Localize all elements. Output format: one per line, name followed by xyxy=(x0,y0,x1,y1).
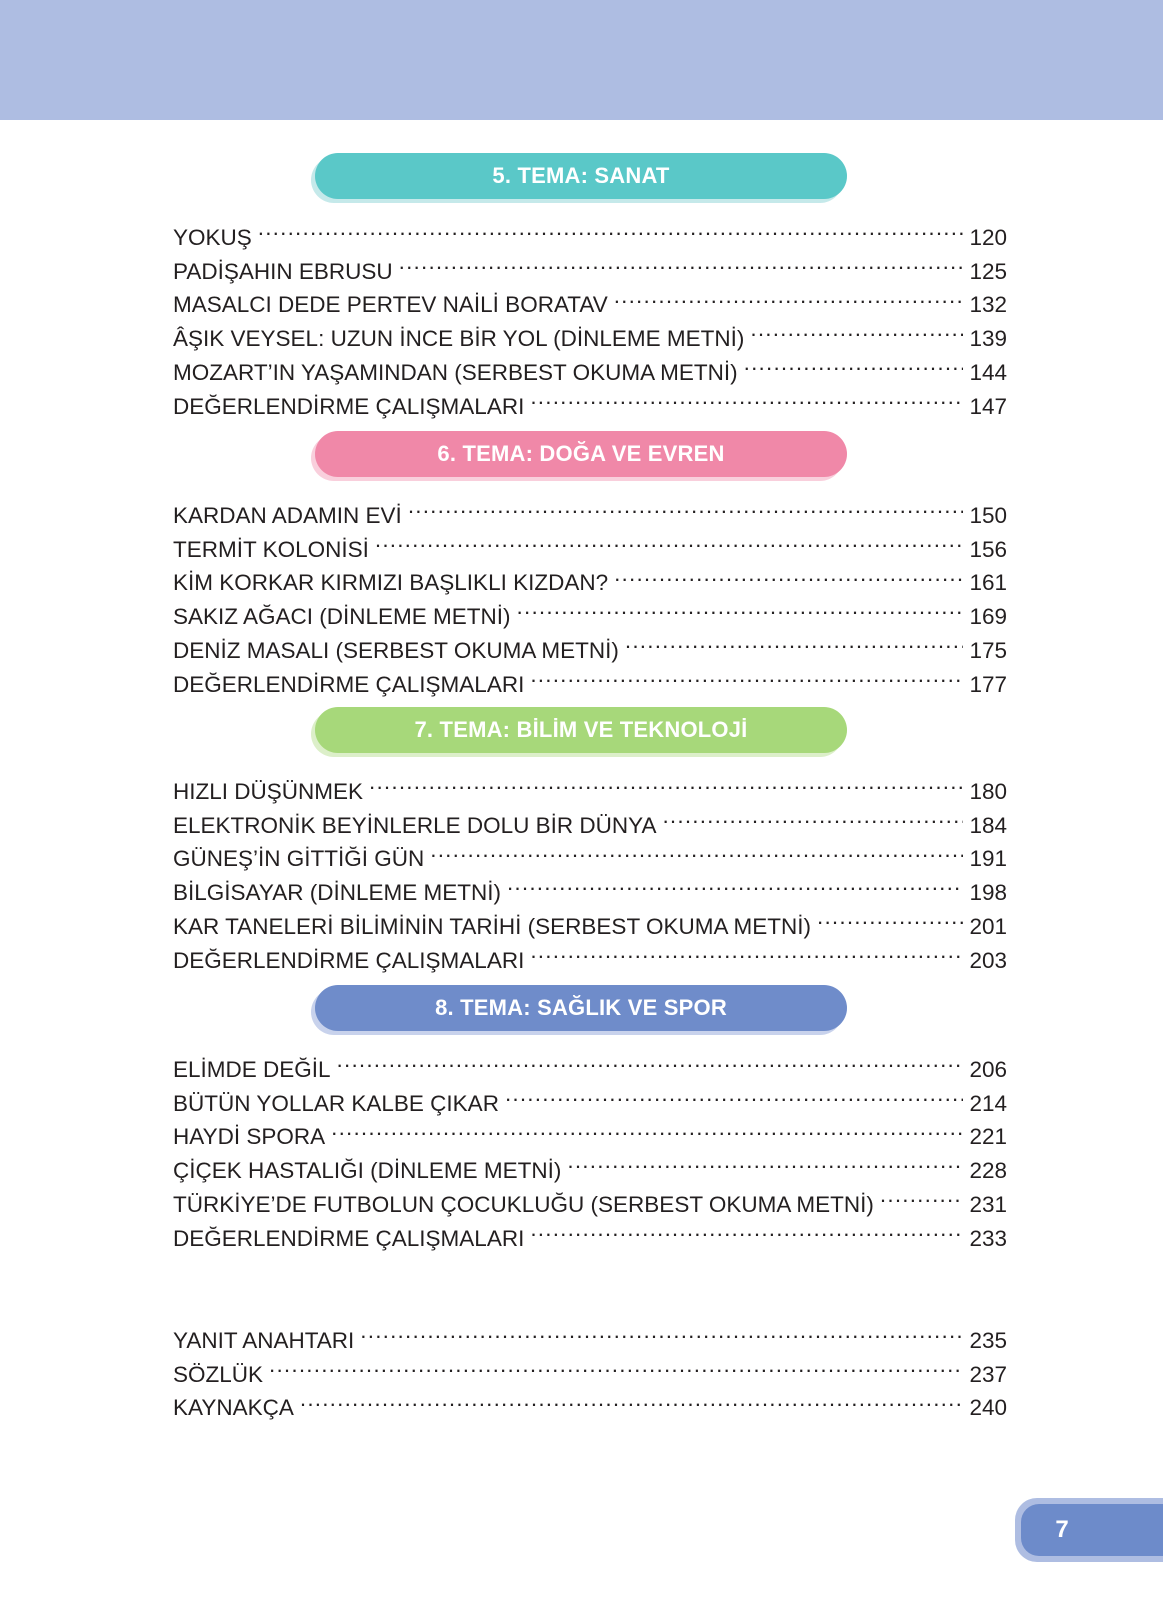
entry-page-number: 198 xyxy=(969,880,1007,906)
theme-section xyxy=(173,707,1007,973)
entry-title: ÂŞIK VEYSEL: UZUN İNCE BİR YOL (DİNLEME METNİ) xyxy=(173,326,745,352)
dot-leader xyxy=(337,1043,964,1077)
entry-page-number: 233 xyxy=(969,1225,1007,1251)
dot-leader xyxy=(258,211,964,245)
entry-title: YANIT ANAHTARI xyxy=(173,1327,355,1353)
entry-title: KAYNAKÇA xyxy=(173,1395,294,1421)
theme-title: 5. TEMA: SANAT xyxy=(315,153,847,199)
entry-page-number: 150 xyxy=(969,502,1007,528)
page-number-tab xyxy=(1015,1498,1163,1562)
entry-title: SAKIZ AĞACI (DİNLEME METNİ) xyxy=(173,604,511,630)
entry-page-number: 201 xyxy=(969,913,1007,939)
entry-title: HAYDİ SPORA xyxy=(173,1124,326,1150)
dot-leader xyxy=(625,624,964,658)
dot-leader xyxy=(817,900,963,934)
entry-page-number: 180 xyxy=(969,778,1007,804)
dot-leader xyxy=(408,489,964,523)
dot-leader xyxy=(300,1382,964,1416)
entry-page-number: 125 xyxy=(969,258,1007,284)
entry-page-number: 144 xyxy=(969,359,1007,385)
entry-title: ELEKTRONİK BEYİNLERLE DOLU BİR DÜNYA xyxy=(173,812,657,838)
toc-entry[interactable] xyxy=(173,211,1007,250)
toc-entry[interactable] xyxy=(173,1348,1007,1387)
dot-leader xyxy=(430,833,963,867)
dot-leader xyxy=(614,279,964,313)
entry-title: MOZART’IN YAŞAMINDAN (SERBEST OKUMA METNİ) xyxy=(173,359,738,385)
entry-page-number: 191 xyxy=(969,846,1007,872)
appendix-section xyxy=(173,1314,1007,1421)
dot-leader xyxy=(750,312,963,346)
entry-title: DENİZ MASALI (SERBEST OKUMA METNİ) xyxy=(173,637,619,663)
entry-page-number: 206 xyxy=(969,1056,1007,1082)
dot-leader xyxy=(507,866,963,900)
theme-section xyxy=(173,985,1007,1251)
entry-page-number: 228 xyxy=(969,1158,1007,1184)
dot-leader xyxy=(880,1178,964,1212)
header-band xyxy=(0,0,1163,120)
entry-title: BÜTÜN YOLLAR KALBE ÇIKAR xyxy=(173,1090,499,1116)
entry-page-number: 235 xyxy=(969,1327,1007,1353)
dot-leader xyxy=(530,658,963,692)
toc-entry[interactable] xyxy=(173,245,1007,284)
entry-title: TERMİT KOLONİSİ xyxy=(173,536,369,562)
dot-leader xyxy=(517,590,964,624)
entry-title: DEĞERLENDİRME ÇALIŞMALARI xyxy=(173,1225,525,1251)
dot-leader xyxy=(331,1111,963,1145)
toc-entry[interactable] xyxy=(173,1043,1007,1082)
dot-leader xyxy=(567,1144,963,1178)
entry-title: KİM KORKAR KIRMIZI BAŞLIKLI KIZDAN? xyxy=(173,570,609,596)
entry-page-number: 139 xyxy=(969,326,1007,352)
dot-leader xyxy=(530,380,963,414)
entry-page-number: 120 xyxy=(969,224,1007,250)
dot-leader xyxy=(505,1077,964,1111)
dot-leader xyxy=(530,934,963,968)
entry-page-number: 147 xyxy=(969,393,1007,419)
theme-entry-list xyxy=(173,765,1007,973)
theme-title: 8. TEMA: SAĞLIK VE SPOR xyxy=(315,985,847,1031)
entry-title: DEĞERLENDİRME ÇALIŞMALARI xyxy=(173,947,525,973)
entry-page-number: 132 xyxy=(969,292,1007,318)
dot-leader xyxy=(530,1212,963,1246)
dot-leader xyxy=(360,1314,963,1348)
appendix-list xyxy=(173,1314,1007,1421)
toc-entry[interactable] xyxy=(173,1382,1007,1421)
entry-page-number: 214 xyxy=(969,1090,1007,1116)
dot-leader xyxy=(269,1348,963,1382)
entry-page-number: 240 xyxy=(969,1395,1007,1421)
page-number: 7 xyxy=(1055,1516,1069,1543)
theme-title: 6. TEMA: DOĞA VE EVREN xyxy=(315,431,847,477)
entry-page-number: 175 xyxy=(969,637,1007,663)
entry-title: ELİMDE DEĞİL xyxy=(173,1056,331,1082)
entry-title: HIZLI DÜŞÜNMEK xyxy=(173,778,364,804)
theme-title: 7. TEMA: BİLİM VE TEKNOLOJİ xyxy=(315,707,847,753)
theme-section xyxy=(173,153,1007,419)
entry-title: GÜNEŞ’İN GİTTİĞİ GÜN xyxy=(173,846,425,872)
theme-section xyxy=(173,431,1007,697)
entry-page-number: 169 xyxy=(969,604,1007,630)
entry-title: MASALCI DEDE PERTEV NAİLİ BORATAV xyxy=(173,292,608,318)
theme-entry-list xyxy=(173,489,1007,697)
toc-entry[interactable] xyxy=(173,489,1007,528)
toc-entry[interactable] xyxy=(173,765,1007,804)
theme-entry-list xyxy=(173,1043,1007,1251)
theme-banner xyxy=(315,153,847,199)
entry-page-number: 156 xyxy=(969,536,1007,562)
entry-page-number: 237 xyxy=(969,1361,1007,1387)
theme-banner xyxy=(315,431,847,477)
entry-title: DEĞERLENDİRME ÇALIŞMALARI xyxy=(173,671,525,697)
dot-leader xyxy=(399,245,964,279)
entry-page-number: 177 xyxy=(969,671,1007,697)
toc-entry[interactable] xyxy=(173,1314,1007,1353)
entry-page-number: 203 xyxy=(969,947,1007,973)
dot-leader xyxy=(369,765,963,799)
dot-leader xyxy=(375,523,964,557)
dot-leader xyxy=(614,557,963,591)
entry-title: KAR TANELERİ BİLİMİNİN TARİHİ (SERBEST OKUMA METNİ) xyxy=(173,913,812,939)
theme-entry-list xyxy=(173,211,1007,419)
entry-title: KARDAN ADAMIN EVİ xyxy=(173,502,402,528)
dot-leader xyxy=(744,346,964,380)
entry-page-number: 161 xyxy=(969,570,1007,596)
entry-title: ÇİÇEK HASTALIĞI (DİNLEME METNİ) xyxy=(173,1158,562,1184)
entry-title: SÖZLÜK xyxy=(173,1361,264,1387)
entry-page-number: 184 xyxy=(969,812,1007,838)
entry-title: DEĞERLENDİRME ÇALIŞMALARI xyxy=(173,393,525,419)
entry-title: PADİŞAHIN EBRUSU xyxy=(173,258,393,284)
entry-title: YOKUŞ xyxy=(173,224,252,250)
dot-leader xyxy=(662,799,963,833)
entry-title: BİLGİSAYAR (DİNLEME METNİ) xyxy=(173,880,501,906)
entry-page-number: 231 xyxy=(969,1191,1007,1217)
theme-banner xyxy=(315,707,847,753)
entry-title: TÜRKİYE’DE FUTBOLUN ÇOCUKLUĞU (SERBEST OKUMA METNİ) xyxy=(173,1191,874,1217)
entry-page-number: 221 xyxy=(969,1124,1007,1150)
theme-banner xyxy=(315,985,847,1031)
